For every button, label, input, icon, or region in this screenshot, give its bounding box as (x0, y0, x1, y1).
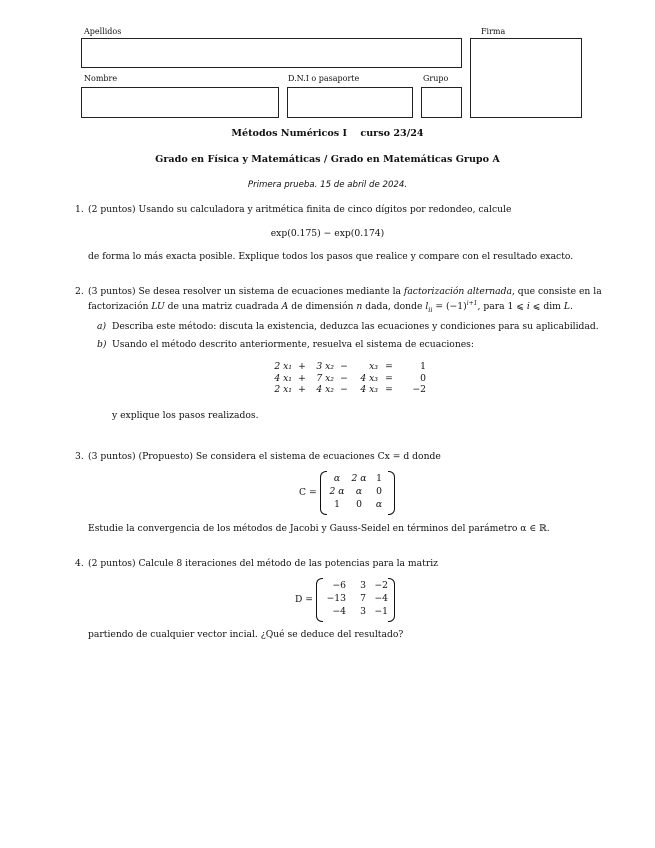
q4-matrix-name: D = (295, 594, 313, 605)
eq-row1-col7: 1 (420, 361, 426, 372)
q2-b-label (97, 339, 106, 351)
q3-matrix-cell-r2c3: 0 (376, 486, 382, 497)
q3-matrix (320, 471, 394, 515)
q3-text-2: Estudie la convergencia de los métodos de Jacobi y Gauss-Seidel en términos del parámetro α ∈ ℝ. (88, 523, 550, 534)
q2-number: 2. (75, 286, 84, 297)
q2-t2a: factorización (88, 301, 152, 313)
q4-matrix-cell-r1c3: −2 (374, 580, 388, 591)
eq-row2-col3: 7 x₂ (316, 372, 334, 384)
q2-t2k: i+1 (466, 300, 478, 307)
degree-title: Grado en Física y Matemáticas / Grado en Matemáticas Grupo A (155, 154, 500, 165)
eq-row3-col2: + (298, 384, 306, 395)
q2-a-label-text: a) (97, 321, 107, 332)
q2-t2f: n (356, 301, 363, 313)
q2-t2l: , para 1 ⩽ (477, 301, 527, 313)
q4-matrix-cell-r1c2: 3 (360, 580, 366, 591)
q2-t2c: de una matriz cuadrada (164, 301, 282, 313)
q2-b-text: Usando el método descrito anteriormente, resuelva el sistema de ecuaciones: (112, 339, 474, 350)
nombre-field[interactable] (81, 87, 279, 118)
apellidos-field[interactable] (81, 38, 462, 68)
q3-matrix-cell-r1c1: α (333, 473, 341, 484)
q4-text-2: partiendo de cualquier vector incial. ¿Qué se deduce del resultado? (88, 629, 404, 640)
q2-t2p: . (569, 301, 573, 313)
q2-t2m: i (526, 301, 530, 313)
eq-row1-col1: 2 x₁ (274, 361, 292, 372)
q2-after-text: y explique los pasos realizados. (112, 410, 259, 421)
q4-matrix-right-paren (388, 578, 395, 622)
eq-row2-col6: = (385, 372, 393, 384)
q4-matrix-cell-r2c2: 7 (360, 593, 366, 604)
q2-line-1 (88, 286, 602, 298)
q3-matrix-cell-r3c1: 1 (334, 499, 340, 510)
q3-text: (3 puntos) (Propuesto) Se considera el sistema de ecuaciones Cx = d donde (88, 451, 441, 462)
eq-row2-col4: − (340, 372, 348, 384)
q4-number: 4. (75, 558, 84, 569)
firma-field[interactable] (470, 38, 582, 118)
q2-a-label (97, 321, 106, 333)
q2-t2e: de dimensión (288, 301, 357, 313)
apellidos-label: Apellidos (84, 27, 122, 36)
q2-t2i: ii (428, 305, 433, 314)
grupo-label: Grupo (423, 74, 449, 83)
eq-row3-col4: − (340, 384, 348, 395)
firma-label: Firma (481, 27, 506, 36)
eq-row1-col5: x₃ (369, 361, 378, 372)
q3-matrix-cell-r1c2: 2 α (351, 473, 367, 484)
q2-t2o: L (563, 301, 570, 313)
eq-row3-col5: 4 x₃ (360, 384, 378, 395)
q3-matrix-cell-r3c2: 0 (356, 499, 362, 510)
q2-t2h: l (425, 301, 429, 313)
q3-matrix-name: C = (299, 487, 317, 498)
q3-number: 3. (75, 451, 84, 462)
q2-line-1-a: (3 puntos) Se desea resolver un sistema de ecuaciones mediante la (88, 286, 404, 297)
q4-matrix-cell-r2c3: −4 (374, 593, 388, 604)
eq-row1-col3: 3 x₂ (316, 361, 334, 372)
course-year: curso 23/24 (360, 128, 424, 139)
q2-t2d: A (281, 301, 289, 313)
eq-row3-col1: 2 x₁ (274, 384, 292, 395)
q2-b-label-text: b) (97, 339, 107, 350)
q1-formula: exp(0.175) − exp(0.174) (270, 228, 385, 239)
q3-matrix-cell-r2c2: α (355, 486, 363, 497)
course-title (0, 128, 655, 139)
eq-row1-col2: + (298, 361, 306, 372)
q1-number: 1. (75, 204, 84, 215)
q3-matrix-cell-r2c1: 2 α (329, 486, 345, 497)
eq-row2-col2: + (298, 372, 306, 384)
eq-row2-col1: 4 x₁ (274, 372, 292, 384)
q4-matrix-cell-r3c3: −1 (374, 606, 388, 617)
q4-matrix-cell-r2c1: −13 (326, 593, 346, 604)
dni-label: D.N.I o pasaporte (288, 74, 360, 83)
q4-matrix-cell-r3c1: −4 (332, 606, 346, 617)
q2-a-text: Describa este método: discuta la existencia, deduzca las ecuaciones y condiciones para su aplicabilidad. (112, 321, 599, 332)
q2-t2b: LU (151, 301, 165, 313)
exam-date: Primera prueba. 15 de abril de 2024. (247, 180, 408, 190)
eq-row2-col5: 4 x₃ (360, 372, 378, 384)
grupo-field[interactable] (421, 87, 462, 118)
q4-matrix-cell-r1c1: −6 (332, 580, 346, 591)
q2-t2j: = (−1) (432, 301, 467, 313)
q4-matrix (316, 578, 396, 622)
q4-matrix-cell-r3c2: 3 (360, 606, 366, 617)
course-name: Métodos Numéricos I (231, 128, 347, 139)
q3-matrix-cell-r1c3: 1 (376, 473, 382, 484)
q2-t2g: dada, donde (362, 301, 426, 313)
equation-system (270, 361, 440, 401)
q2-line-1-c: , que consiste en la (511, 286, 602, 297)
q2-line-1-italic: factorización alternada (403, 286, 512, 297)
q2-t2n: ⩽ dim (529, 301, 564, 313)
q1-text-2: de forma lo más exacta posible. Explique todos los pasos que realice y compare con el resultado exacto. (88, 251, 574, 262)
eq-row3-col6: = (385, 384, 393, 395)
q3-matrix-right-paren (388, 471, 395, 515)
nombre-label: Nombre (84, 74, 118, 83)
q1-text: (2 puntos) Usando su calculadora y aritmética finita de cinco dígitos por redondeo, calcule (88, 204, 512, 215)
eq-row2-col7: 0 (420, 372, 426, 384)
eq-row1-col4: − (340, 361, 348, 372)
q3-matrix-cell-r3c3: α (375, 499, 383, 510)
dni-field[interactable] (287, 87, 413, 118)
q4-text: (2 puntos) Calcule 8 iteraciones del método de las potencias para la matriz (88, 558, 438, 569)
q2-line-2 (88, 298, 573, 316)
eq-row3-col3: 4 x₂ (316, 384, 334, 395)
eq-row3-col7: −2 (412, 384, 426, 395)
eq-row1-col6: = (385, 361, 393, 372)
